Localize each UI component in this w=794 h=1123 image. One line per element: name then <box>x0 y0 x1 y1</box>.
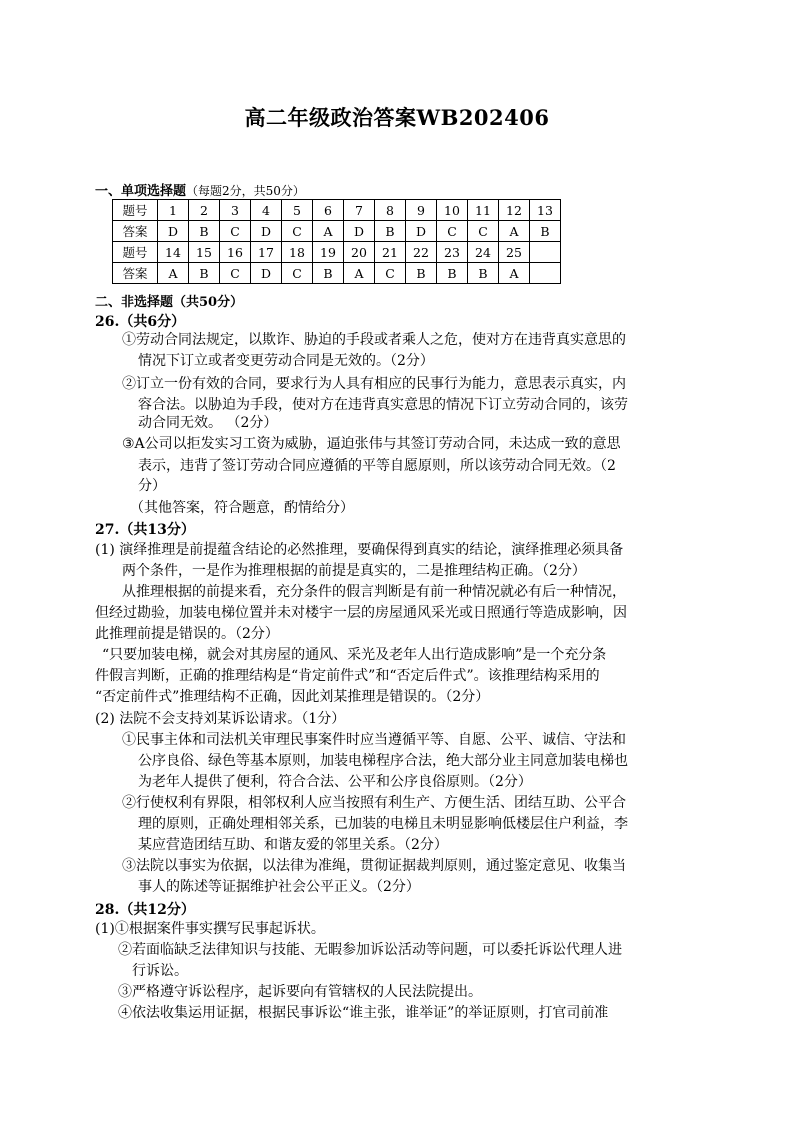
table-cell: 24 <box>468 242 499 263</box>
table-cell: 19 <box>313 242 344 263</box>
q26-line: （其他答案，符合题意，酌情给分） <box>130 500 354 516</box>
q27-line: “只要加装电梯，就会对其房屋的通风、采光及老年人出行造成影响”是一个充分条 <box>102 647 607 663</box>
q27-line: ②行使权利有界限，相邻权利人应当按照有利生产、方便生活、团结互助、公平合 <box>122 795 626 811</box>
table-cell: A <box>499 263 530 284</box>
q26-line: 分） <box>138 478 166 494</box>
label-q: 题号 <box>113 200 158 221</box>
q28-line: (1)①根据案件事实撰写民事起诉状。 <box>95 921 325 937</box>
q26-line: 表示，违背了签订劳动合同应遵循的平等自愿原则，所以该劳动合同无效。（2 <box>138 458 616 474</box>
table-cell: B <box>313 263 344 284</box>
page-title: 高二年级政治答案WB202406 <box>244 105 550 130</box>
table-cell: C <box>282 263 313 284</box>
table-cell: 13 <box>530 200 561 221</box>
table-cell: 12 <box>499 200 530 221</box>
q26-heading: 26.（共6分） <box>95 314 186 330</box>
table-cell: 6 <box>313 200 344 221</box>
table-cell: 17 <box>251 242 282 263</box>
table-cell: 25 <box>499 242 530 263</box>
table-cell: B <box>189 221 220 242</box>
table-cell: 16 <box>220 242 251 263</box>
table-cell: B <box>375 221 406 242</box>
table-cell: A <box>158 263 189 284</box>
q27-line: “否定前件式”推理结构不正确，因此刘某推理是错误的。（2分） <box>95 689 490 705</box>
table-cell: B <box>437 263 468 284</box>
table-row-a2 <box>113 263 561 284</box>
table-cell: A <box>499 221 530 242</box>
table-cell: 20 <box>344 242 375 263</box>
table-cell: C <box>468 221 499 242</box>
q27-line: (2) 法院不会支持刘某诉讼请求。（1分） <box>95 711 346 727</box>
table-cell: D <box>251 263 282 284</box>
table-cell: D <box>406 221 437 242</box>
table-cell: 3 <box>220 200 251 221</box>
q26-line: ②订立一份有效的合同，要求行为人具有相应的民事行为能力，意思表示真实，内 <box>122 376 626 392</box>
q27-line: 此推理前提是错误的。（2分） <box>95 626 279 642</box>
q27-line: ①民事主体和司法机关审理民事案件时应当遵循平等、自愿、公平、诚信、守法和 <box>122 732 626 748</box>
q27-line: 为老年人提供了便利，符合合法、公平和公序良俗原则。（2分） <box>138 774 532 790</box>
table-cell: 2 <box>189 200 220 221</box>
table-row-a1 <box>113 221 561 242</box>
table-cell: 22 <box>406 242 437 263</box>
table-cell: A <box>313 221 344 242</box>
table-cell: 21 <box>375 242 406 263</box>
q26-line: 容合法。以胁迫为手段，使对方在违背真实意思的情况下订立劳动合同的，该劳 <box>138 397 628 413</box>
table-cell: 10 <box>437 200 468 221</box>
table-cell: B <box>530 221 561 242</box>
q27-line: 事人的陈述等证据维护社会公平正义。（2分） <box>138 879 420 895</box>
table-cell: 18 <box>282 242 313 263</box>
section1-note: （每题2分，共50分） <box>186 184 305 198</box>
q27-line: 理的原则，正确处理相邻关系，已加装的电梯且未明显影响低楼层住户利益，李 <box>138 816 628 832</box>
table-cell: 1 <box>158 200 189 221</box>
label-a: 答案 <box>113 221 158 242</box>
q28-line: ②若面临缺乏法律知识与技能、无暇参加诉讼活动等问题，可以委托诉讼代理人进 <box>118 942 622 958</box>
table-cell: B <box>468 263 499 284</box>
table-row-q1 <box>113 200 561 221</box>
label-q: 题号 <box>113 242 158 263</box>
table-cell: 9 <box>406 200 437 221</box>
table-cell: 7 <box>344 200 375 221</box>
table-cell: 4 <box>251 200 282 221</box>
table-cell: 8 <box>375 200 406 221</box>
section1-heading <box>95 180 305 199</box>
q27-line: 某应营造团结互助、和谐友爱的邻里关系。（2分） <box>138 837 448 853</box>
table-cell: 15 <box>189 242 220 263</box>
table-cell: A <box>344 263 375 284</box>
q27-heading: 27.（共13分） <box>95 522 195 538</box>
table-cell: C <box>437 221 468 242</box>
q27-line: 但经过勘验，加装电梯位置并未对楼宇一层的房屋通风采光或日照通行等造成影响，因 <box>95 605 627 621</box>
table-cell: C <box>375 263 406 284</box>
q27-line: 公序良俗、绿色等基本原则，加装电梯程序合法，绝大部分业主同意加装电梯也 <box>138 753 628 769</box>
table-cell: B <box>189 263 220 284</box>
q26-line: 情况下订立或者变更劳动合同是无效的。（2分） <box>138 353 434 369</box>
table-cell: B <box>406 263 437 284</box>
q27-line: 从推理根据的前提来看，充分条件的假言判断是有前一种情况就必有后一种情况， <box>122 584 626 600</box>
table-cell: D <box>344 221 375 242</box>
q26-line: 动合同无效。 （2分） <box>138 415 278 431</box>
table-cell: 23 <box>437 242 468 263</box>
table-cell: 14 <box>158 242 189 263</box>
table-cell: C <box>220 263 251 284</box>
q28-heading: 28.（共12分） <box>95 902 195 918</box>
table-cell <box>530 242 561 263</box>
q28-line: ④依法收集运用证据，根据民事诉讼“谁主张，谁举证”的举证原则，打官司前准 <box>118 1005 609 1021</box>
table-cell: C <box>220 221 251 242</box>
table-cell <box>530 263 561 284</box>
q26-line: ③A公司以拒发实习工资为威胁，逼迫张伟与其签订劳动合同，未达成一致的意思 <box>122 436 621 452</box>
table-cell: C <box>282 221 313 242</box>
q26-line: ①劳动合同法规定，以欺诈、胁迫的手段或者乘人之危，使对方在违背真实意思的 <box>122 332 626 348</box>
q28-line: ③严格遵守诉讼程序，起诉要向有管辖权的人民法院提出。 <box>118 984 482 1000</box>
q27-line: 件假言判断，正确的推理结构是“肯定前件式”和“否定后件式”。该推理结构采用的 <box>95 668 600 684</box>
table-cell: 5 <box>282 200 313 221</box>
table-row-q2 <box>113 242 561 263</box>
q27-line: ③法院以事实为依据，以法律为准绳，贯彻证据裁判原则，通过鉴定意见、收集当 <box>122 858 626 874</box>
table-cell: D <box>158 221 189 242</box>
table-cell: D <box>251 221 282 242</box>
table-cell: 11 <box>468 200 499 221</box>
q27-line: (1) 演绎推理是前提蕴含结论的必然推理，要确保得到真实的结论，演绎推理必须具备 <box>95 542 624 558</box>
answer-table <box>112 199 561 284</box>
section1-title: 一、单项选择题 <box>95 184 187 199</box>
q28-line: 行诉讼。 <box>132 963 188 979</box>
label-a: 答案 <box>113 263 158 284</box>
q27-line: 两个条件，一是作为推理根据的前提是真实的，二是推理结构正确。（2分） <box>122 563 586 579</box>
section2-heading: 二、非选择题（共50分） <box>95 295 244 310</box>
